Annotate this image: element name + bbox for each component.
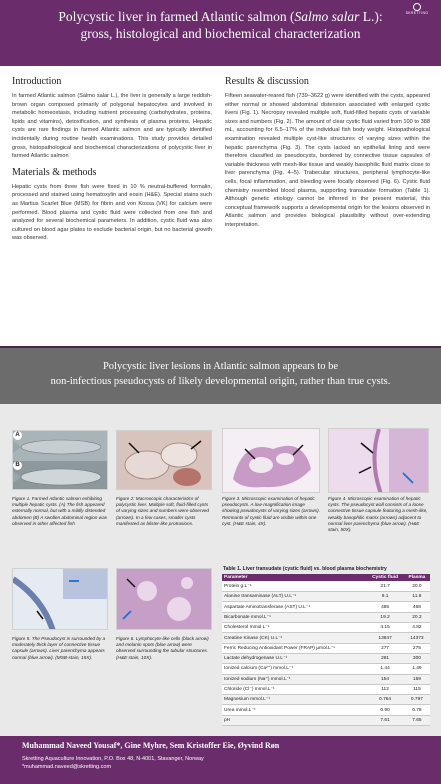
figure-1-image <box>12 430 108 490</box>
param-cell: Ionized calcium (Ca²⁺) mmol.L⁻¹ <box>222 664 366 674</box>
param-cell: Creatine Kinase (CK) U.L⁻¹ <box>222 633 366 643</box>
results-heading: Results & discussion <box>225 76 309 87</box>
contact-email[interactable]: *muhammad.naveed@skretting.com <box>22 764 112 770</box>
plasma-cell: 1.49 <box>404 664 430 674</box>
table-row <box>222 643 430 653</box>
cystic-cell: 281 <box>366 653 404 663</box>
plasma-cell: 20.3 <box>404 612 430 622</box>
logo-text: SKRETTING <box>405 11 429 15</box>
skretting-logo <box>399 3 435 17</box>
figure-6-image <box>116 568 212 630</box>
conclusion-line-1: Polycystic liver lesions in Atlantic salmon appears to be <box>102 361 339 372</box>
plasma-cell: 11.8 <box>404 592 430 602</box>
table-row <box>222 602 430 612</box>
table-row <box>222 705 430 715</box>
cystic-liver-photo <box>117 431 212 490</box>
param-cell: Cholesterol mmol.L⁻¹ <box>222 623 366 633</box>
methods-heading: Materials & methods <box>12 166 97 178</box>
affiliation: Skretting Aquaculture Innovation, P.O. Box 48, N-4001, Stavanger, Norway <box>22 756 204 762</box>
param-cell: Bicarbonate mmol.L⁻¹ <box>222 612 366 622</box>
lymphocyte-histology <box>117 569 212 630</box>
figure-6-caption: Figure 6. Lymphocyte-like cells (black arrow) and melanin spots (blue arrow) were observed surrounding the tubular structures. (H&E stain, 10X). <box>116 636 209 660</box>
param-cell: Alanine transaminase (ALT) U.L⁻¹ <box>222 592 366 602</box>
plasma-cell: 14373 <box>404 633 430 643</box>
figure-2-caption: Figure 2: Macroscopic characteristics of polycystic liver. Multiple soft, fluid-filled cysts of varying sizes and numbers were observed (arrows). In a few cases, smaller cysts manifested as blister-like protrusions. <box>116 496 210 526</box>
plasma-cell: 159 <box>404 674 430 684</box>
cystic-cell: 13847 <box>366 633 404 643</box>
conclusion-line-2: non-infectious pseudocysts of likely developmental origin, rather than true cysts. <box>50 376 391 387</box>
low-mag-histology <box>223 429 320 493</box>
param-cell: Aspartate Aminotransferase (AST) U.L⁻¹ <box>222 602 366 612</box>
table-row <box>222 633 430 643</box>
table-row <box>222 715 430 725</box>
header-cystic-fluid: Cystic fluid <box>366 574 404 581</box>
plasma-cell: 300 <box>404 653 430 663</box>
biochemistry-table <box>222 574 430 726</box>
cystic-cell: 19.2 <box>366 612 404 622</box>
cystic-cell: 112 <box>366 684 404 694</box>
table-row <box>222 674 430 684</box>
author-list: Muhammad Naveed Yousaf*, Gine Myhre, Sem Kristoffer Eie, Øyvind Røn <box>22 741 280 750</box>
table-row <box>222 581 430 591</box>
table-row <box>222 684 430 694</box>
msb-stained-capsule <box>13 569 108 630</box>
plasma-cell: 275 <box>404 643 430 653</box>
figure-5-image <box>12 568 108 630</box>
cystic-cell: 277 <box>366 643 404 653</box>
table-row <box>222 653 430 663</box>
cystic-cell: 0.90 <box>366 705 404 715</box>
cystic-cell: 4.15 <box>366 623 404 633</box>
plasma-cell: 115 <box>404 684 430 694</box>
plasma-cell: 20.0 <box>404 581 430 591</box>
cystic-cell: 9.1 <box>366 592 404 602</box>
table-1-title: Table 1. Liver transudate (cystic fluid) vs. blood plasma biochemistry <box>223 566 387 572</box>
plasma-cell: 7.65 <box>404 715 430 725</box>
param-cell: Ionized sodium (Na⁺) mmol.L⁻¹ <box>222 674 366 684</box>
cyst-wall-histology <box>329 429 429 493</box>
introduction-text: In farmed Atlantic salmon (Salmo salar L.), the liver is generally a large reddish-brown organ composed primarily of polygonal hepatocytes and involved in metabolic homeostasis, including nutrient processing (carbohydrates, proteins, lipids and vitamins), detoxification, and synthesis of plasma proteins. Hepatic cysts are rare findings in farmed Atlantic salmon and are typically identified incidentally during routine health examinations. This study provides detailed gross, histopathological and biochemical characterizations of polycystic liver in farmed Atlantic salmon <box>12 93 212 160</box>
plasma-cell: 468 <box>404 602 430 612</box>
cystic-cell: 21.7 <box>366 581 404 591</box>
param-cell: Urea mmol.L⁻¹ <box>222 705 366 715</box>
param-cell: Magnesium mmol.L⁻¹ <box>222 695 366 705</box>
results-text: Fifteen seawater-reared fish (739–3622 g) were identified with the cysts, appeared either normal or showed abdominal distension associated with enlarged cystic livers (Fig. 1). Necropsy revealed multiple soft, fluid-filled hepatic cysts of variable sizes and numbers (Fig. 2). The amount of clear cystic fluid varied from 100 to 388 mL, accounting for 6.5–17% of the individual fish body weight. Histopathological examination revealed multiple cyst-like structures of varying sizes within the hepatic parenchyma (Fig. 3). The cysts lacked an epithelial lining and were therefore classified as pseudocysts, bordered by connective tissue capsules of variable thickness with mesh-like tissue and weakly basophilic fluid matrix close to liver parenchyma (Fig. 4–5). Trabecular structures, peripheral lymphocyte-like cells, focal inflammation, and bleeding were focally observed (Fig. 6). Cystic fluid chemistry resembled blood plasma, supporting transudate formation (Table 1). Although genetic etiology cannot be inferred in the present material, this conceptual framework supports a developmental origin for the lesions observed in Atlantic salmon and provides biological plausibility without over-extending interpretation. <box>225 93 430 228</box>
methods-text: Hepatic cysts from three fish were fixed in 10 % neutral-buffered formalin, processed and stained using hematoxylin and eosin (H&E). Special stains such as Martius Scarlet Blue (MSB) for fibrin and von Kossa (VK) for calcium were performed. Blood plasma and cystic fluid were collected from one fish and analyzed for several biochemical parameters. In addition, cystic fluid was also cultured on blood agar plates to exclude bacterial origin, but no bacterial growth was observed. <box>12 183 212 242</box>
conclusion-text <box>8 359 433 389</box>
cystic-cell: 485 <box>366 602 404 612</box>
figure-1-caption: Figure 1. Farmed Atlantic salmon exhibiting multiple hepatic cysts. (A) The fish appeared externally normal, but with a mildly distended abdomen (B) A swollen abdominal region was observed in other affected fish <box>12 496 108 526</box>
param-cell: Chloride (Cl⁻) mmol.L⁻¹ <box>222 684 366 694</box>
header-plasma: Plasma <box>404 574 430 581</box>
plasma-cell: 4.82 <box>404 623 430 633</box>
introduction-heading: Introduction <box>12 76 62 87</box>
table-row <box>222 612 430 622</box>
header-parameter: Parameter <box>222 574 366 581</box>
title-text-end: L.): <box>359 9 383 24</box>
param-cell: Lactate dehydrogenase U.L⁻¹ <box>222 653 366 663</box>
table-row <box>222 592 430 602</box>
figure-2-image <box>116 430 212 490</box>
plasma-cell: 0.78 <box>404 705 430 715</box>
figure-3-caption: Figure 3. Microscopic examination of hepatic pseudocysts. A low-magnification image showing pseudocysts of varying sizes (arrows). Remnants of cystic fluid are visible within one cyst. (H&E stain, 4X). <box>222 496 320 526</box>
logo-icon <box>413 3 421 11</box>
table-row <box>222 664 430 674</box>
param-cell: Ferric Reducing Antioxidant Power (FRAP) μmol.L⁻¹ <box>222 643 366 653</box>
affiliation-block <box>22 755 204 771</box>
cystic-cell: 1.44 <box>366 664 404 674</box>
table-row <box>222 623 430 633</box>
title-subline: gross, histological and biochemical characterization <box>80 26 361 41</box>
cystic-cell: 7.61 <box>366 715 404 725</box>
figure-3-image <box>222 428 320 493</box>
table-header-row <box>222 574 430 581</box>
title-text: Polycystic liver in farmed Atlantic salmon ( <box>58 9 295 24</box>
cystic-cell: 154 <box>366 674 404 684</box>
table-row <box>222 695 430 705</box>
figure-1-label-b: B <box>13 461 22 470</box>
param-cell: pH <box>222 715 366 725</box>
salmon-photo-a <box>13 431 108 490</box>
figure-4-caption: Figure 4. Microscopic examination of hepatic cysts. The pseudocyst wall consists of a loose connective tissue capsule featuring a mesh-like, weakly basophilic matrix (arrows) adjacent to normal liver parenchyma (blue arrow). (H&E stain, 50X). <box>328 496 428 533</box>
plasma-cell: 0.797 <box>404 695 430 705</box>
figure-4-image <box>328 428 429 493</box>
cystic-cell: 0.764 <box>366 695 404 705</box>
figure-1-label-a: A <box>13 431 22 440</box>
param-cell: Protein g.L⁻¹ <box>222 581 366 591</box>
left-column <box>12 76 212 243</box>
figure-5-caption: Figure 5. The Pseudocyst is surrounded by a moderately thick layer of connective tissue capsule (arrows). Liver parenchyma appears normal (blue arrow). (MSB-stain, 15X). <box>12 636 106 660</box>
poster-header <box>0 0 441 66</box>
title-species: Salmo salar <box>294 9 360 24</box>
conclusion-band <box>0 346 441 404</box>
poster-title <box>10 8 431 42</box>
right-column <box>225 76 430 230</box>
